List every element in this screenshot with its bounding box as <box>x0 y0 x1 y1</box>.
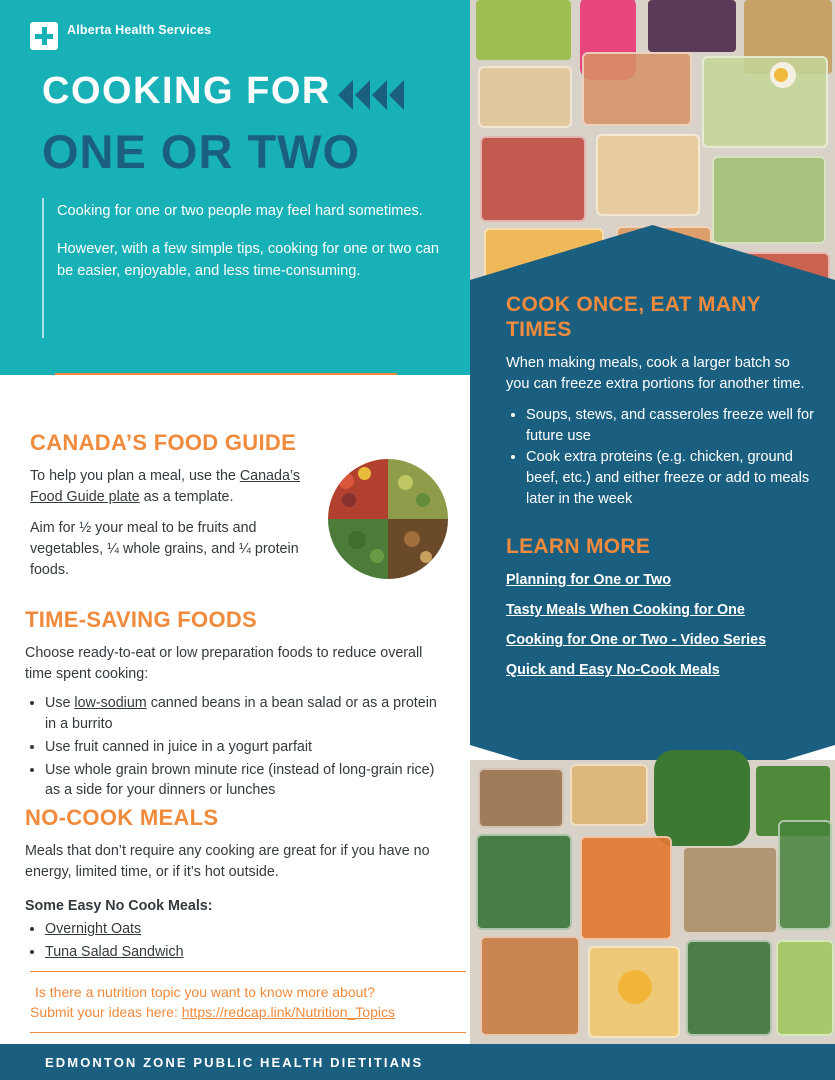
photo-element <box>582 52 692 126</box>
triangle-left-icon <box>372 80 387 110</box>
plate-food-dot <box>370 549 384 563</box>
link-planning-for-one-or-two[interactable]: Planning for One or Two <box>506 572 671 589</box>
plate-quadrant-fruit <box>328 459 388 519</box>
photo-element <box>596 134 700 216</box>
food-guide-plate-image <box>328 459 448 579</box>
photo-element <box>686 940 772 1036</box>
page-title-line2: ONE OR TWO <box>42 125 361 178</box>
time-saving-list <box>45 693 450 801</box>
photo-element <box>580 836 672 940</box>
meal-prep-vegetables-photo <box>470 760 835 1044</box>
plate-quadrant-grains <box>388 519 448 579</box>
intro-text <box>57 200 442 283</box>
photo-element <box>648 0 736 52</box>
cook-once-list <box>526 405 816 510</box>
photo-element <box>478 66 572 128</box>
list-item: • Cook extra proteins (e.g. chicken, ground beef, etc.) and either freeze or add to meals later in the week <box>526 447 816 509</box>
list-item: • Use fruit canned in juice in a yogurt parfait <box>45 737 450 758</box>
link-tasty-meals-when-cooking-for-one[interactable]: Tasty Meals When Cooking for One <box>506 602 745 619</box>
section-time-saving-foods <box>25 607 450 803</box>
panel-content <box>506 293 816 692</box>
plate-food-dot <box>416 493 430 507</box>
low-sodium-link[interactable]: low-sodium <box>74 695 147 712</box>
photo-element <box>682 846 778 934</box>
photo-element <box>712 156 826 244</box>
list-item <box>45 693 450 734</box>
food-guide-text-after: as a template. <box>139 488 234 505</box>
no-cook-heading: NO-COOK MEALS <box>25 805 219 830</box>
cook-once-heading: COOK ONCE, EAT MANY TIMES <box>506 293 761 341</box>
learn-more-heading: LEARN MORE <box>506 535 651 559</box>
overnight-oats-link[interactable]: Overnight Oats <box>45 921 142 938</box>
section-canadas-food-guide <box>30 430 330 581</box>
intro-divider <box>42 198 44 338</box>
triangle-left-icon <box>338 80 353 110</box>
triangle-left-icon <box>355 80 370 110</box>
no-cook-intro: Meals that don’t require any cooking are great for if you have no energy, limited time, or if it’s hot outside. <box>25 843 430 880</box>
nutrition-topics-link[interactable]: https://redcap.link/Nutrition_Topics <box>181 1004 395 1021</box>
list-item <box>45 942 457 963</box>
plate-food-dot <box>358 467 371 480</box>
photo-element <box>480 136 586 222</box>
intro-paragraph-2: However, with a few simple tips, cooking for one or two can be easier, enjoyable, and less time-consuming. <box>57 240 440 280</box>
brand-logo <box>30 22 211 50</box>
left-content-column <box>0 375 470 1044</box>
plate-food-dot <box>348 531 366 549</box>
time-saving-heading: TIME-SAVING FOODS <box>25 607 258 632</box>
plate-food-dot <box>404 531 420 547</box>
photo-element <box>570 764 648 826</box>
footer-bar <box>0 1044 835 1080</box>
footer-text: EDMONTON ZONE PUBLIC HEALTH DIETITIANS <box>45 1054 424 1070</box>
intro-paragraph-1: Cooking for one or two people may feel hard sometimes. <box>57 203 423 219</box>
photo-element <box>478 768 564 828</box>
photo-element <box>480 936 580 1036</box>
bullet-text-after: canned beans in a bean salad or as a protein in a burrito <box>45 695 437 733</box>
time-saving-intro: Choose ready-to-eat or low preparation foods to reduce overall time spent cooking: <box>25 645 423 682</box>
link-cooking-for-one-or-two-video-series[interactable]: Cooking for One or Two - Video Series <box>506 632 767 649</box>
no-cook-list <box>45 919 457 962</box>
brand-name: Alberta Health Services <box>67 23 212 37</box>
plate-food-dot <box>398 475 413 490</box>
bullet-text-before: Use <box>45 695 75 712</box>
plate-food-dot <box>342 493 356 507</box>
feedback-prefix: Submit your ideas here: <box>30 1004 182 1021</box>
section-no-cook-meals <box>25 805 457 965</box>
photo-element <box>618 970 652 1004</box>
health-cross-icon <box>30 22 58 50</box>
food-guide-paragraph-2: Aim for ½ your meal to be fruits and vegetables, ¼ whole grains, and ¼ protein foods. <box>30 520 299 578</box>
photo-element <box>476 834 572 930</box>
food-guide-heading: CANADA’S FOOD GUIDE <box>30 430 297 455</box>
photo-element <box>778 820 832 930</box>
no-cook-subheading: Some Easy No Cook Meals: <box>25 898 213 915</box>
list-item: • Soups, stews, and casseroles freeze well for future use <box>526 405 816 446</box>
arrow-decoration <box>338 80 404 110</box>
feedback-note <box>30 971 466 1033</box>
feedback-line-2 <box>30 1002 466 1022</box>
link-quick-and-easy-no-cook-meals[interactable]: Quick and Easy No-Cook Meals <box>506 662 720 679</box>
plate-food-dot <box>420 551 432 563</box>
photo-element <box>774 68 788 82</box>
photo-element <box>654 750 750 846</box>
plate-quadrant-vegetables <box>388 459 448 519</box>
plate-food-dot <box>338 473 354 489</box>
triangle-left-icon <box>389 80 404 110</box>
page-title-line1: COOKING FOR <box>42 70 331 112</box>
photo-element <box>702 56 828 148</box>
list-item: • Use whole grain brown minute rice (instead of long-grain rice) as a side for your dinners or lunches <box>45 760 450 801</box>
feedback-line-1: Is there a nutrition topic you want to know more about? <box>35 984 376 1000</box>
header-banner <box>0 0 470 375</box>
tuna-salad-sandwich-link[interactable]: Tuna Salad Sandwich <box>45 943 184 960</box>
cook-once-intro: When making meals, cook a larger batch so you can freeze extra portions for another time. <box>506 354 805 392</box>
photo-element <box>476 0 571 60</box>
list-item <box>45 919 457 940</box>
canadas-food-guide-plate-link[interactable]: Canada’s Food Guide plate <box>30 468 300 505</box>
photo-element <box>776 940 834 1036</box>
food-guide-text-before: To help you plan a meal, use the <box>30 468 240 484</box>
food-guide-paragraph-1 <box>30 466 330 507</box>
learn-more-links <box>506 572 816 678</box>
right-column <box>470 0 835 1044</box>
